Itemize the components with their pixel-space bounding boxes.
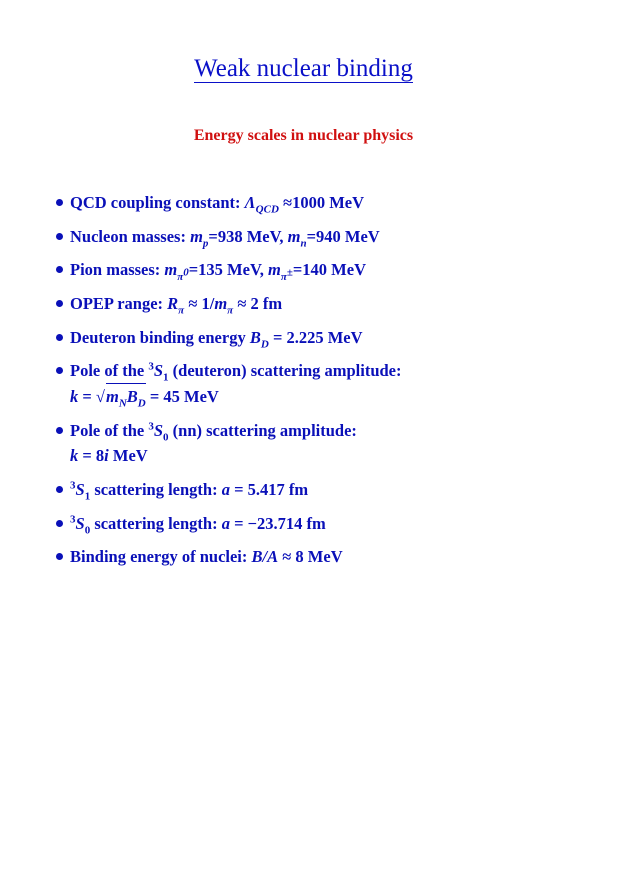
slide-subtitle: Energy scales in nuclear physics (193, 127, 414, 144)
list-item: $^3S_0$ scattering length: a = −23.714 fm (56, 511, 596, 536)
bullet-icon (56, 427, 63, 434)
sqrt-icon: √ (95, 387, 105, 407)
list-item: $^3S_1$ scattering length: a = 5.417 fm (56, 477, 596, 502)
list-item: Pole of the $^3S_1$ (deuteron) scattering amplitude: $k = √m_NB_D = 45$ MeV (56, 358, 596, 409)
list-item: Nucleon masses: $m_p=938$ MeV, $m_n=940$ MeV (56, 224, 596, 249)
list-item: Pole of the $^3S_0$ (nn) scattering amplitude: k = 8i MeV (56, 418, 596, 468)
list-item: OPEP range: $R_\pi \approx 1/m_\pi \approx 2$ fm (56, 291, 596, 316)
bullet-icon (56, 266, 63, 273)
bullet-icon (56, 553, 63, 560)
slide-title: Weak nuclear binding (194, 55, 413, 82)
bullet-icon (56, 300, 63, 307)
list-item: Pion masses: $m_{\pi^0}=135$ MeV, $m_{\pi^\pm}=140$ MeV (56, 257, 596, 282)
sqrt-argument: $m_NB_D$ (106, 383, 146, 409)
list-item: Deuteron binding energy $B_D = 2.225$ MeV (56, 325, 596, 350)
list-item: QCD coupling constant: $\Lambda_{QCD} \approx 1000$ MeV (56, 190, 596, 215)
list-item: Binding energy of nuclei: B/A ≈ 8 MeV (56, 544, 596, 569)
bullet-icon (56, 233, 63, 240)
bullet-icon (56, 486, 63, 493)
bullet-icon (56, 367, 63, 374)
bullet-list (56, 190, 596, 578)
bullet-icon (56, 334, 63, 341)
bullet-icon (56, 199, 63, 206)
bullet-icon (56, 520, 63, 527)
